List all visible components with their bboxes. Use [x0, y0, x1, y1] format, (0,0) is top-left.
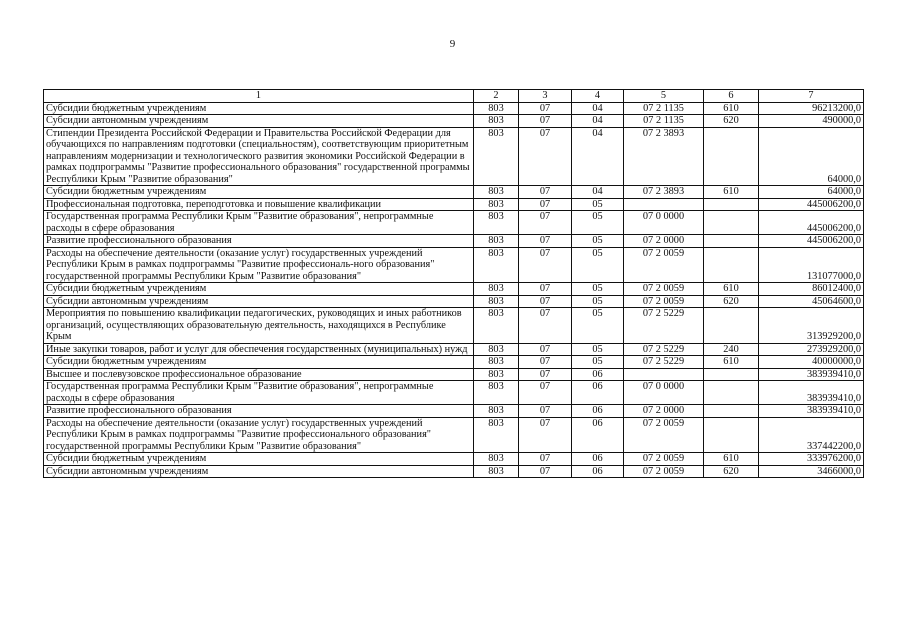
subsection-code-cell: 05 [572, 343, 624, 356]
amount-cell: 445006200,0 [759, 211, 864, 235]
amount-cell: 333976200,0 [759, 453, 864, 466]
table-row [44, 343, 864, 356]
table-row [44, 405, 864, 418]
ministry-code-cell: 803 [474, 127, 519, 186]
row-name-cell: Субсидии автономным учреждениям [44, 295, 474, 308]
subsection-code-cell: 06 [572, 453, 624, 466]
amount-cell: 445006200,0 [759, 198, 864, 211]
target-article-cell: 07 2 5229 [624, 356, 704, 369]
row-name-cell: Субсидии автономным учреждениям [44, 465, 474, 478]
ministry-code-cell: 803 [474, 368, 519, 381]
expense-type-cell: 240 [704, 343, 759, 356]
expense-type-cell [704, 211, 759, 235]
subsection-code-cell: 04 [572, 115, 624, 128]
table-row [44, 127, 864, 186]
subsection-code-cell: 05 [572, 198, 624, 211]
expense-type-cell [704, 198, 759, 211]
table-row [44, 465, 864, 478]
amount-cell: 45064600,0 [759, 295, 864, 308]
expense-type-cell [704, 127, 759, 186]
subsection-code-cell: 06 [572, 368, 624, 381]
column-header: 4 [572, 90, 624, 103]
row-name-cell: Субсидии бюджетным учреждениям [44, 186, 474, 199]
target-article-cell: 07 2 3893 [624, 186, 704, 199]
subsection-code-cell: 04 [572, 127, 624, 186]
section-code-cell: 07 [519, 102, 572, 115]
column-header: 1 [44, 90, 474, 103]
amount-cell: 383939410,0 [759, 405, 864, 418]
amount-cell: 86012400,0 [759, 283, 864, 296]
subsection-code-cell: 05 [572, 283, 624, 296]
target-article-cell: 07 2 0059 [624, 417, 704, 453]
ministry-code-cell: 803 [474, 211, 519, 235]
row-name-cell: Субсидии бюджетным учреждениям [44, 453, 474, 466]
section-code-cell: 07 [519, 186, 572, 199]
subsection-code-cell: 05 [572, 295, 624, 308]
section-code-cell: 07 [519, 308, 572, 344]
table-header-row [44, 90, 864, 103]
section-code-cell: 07 [519, 465, 572, 478]
table-row [44, 198, 864, 211]
expense-type-cell: 620 [704, 295, 759, 308]
column-header: 5 [624, 90, 704, 103]
row-name-cell: Субсидии автономным учреждениям [44, 115, 474, 128]
section-code-cell: 07 [519, 343, 572, 356]
column-header: 2 [474, 90, 519, 103]
target-article-cell [624, 198, 704, 211]
section-code-cell: 07 [519, 295, 572, 308]
section-code-cell: 07 [519, 356, 572, 369]
ministry-code-cell: 803 [474, 308, 519, 344]
table-row [44, 417, 864, 453]
section-code-cell: 07 [519, 417, 572, 453]
amount-cell: 131077000,0 [759, 247, 864, 283]
expense-type-cell: 610 [704, 186, 759, 199]
target-article-cell: 07 0 0000 [624, 211, 704, 235]
target-article-cell: 07 2 0059 [624, 295, 704, 308]
ministry-code-cell: 803 [474, 115, 519, 128]
expense-type-cell: 610 [704, 453, 759, 466]
subsection-code-cell: 06 [572, 465, 624, 478]
table-row [44, 235, 864, 248]
section-code-cell: 07 [519, 211, 572, 235]
expense-type-cell: 610 [704, 356, 759, 369]
section-code-cell: 07 [519, 198, 572, 211]
table-row [44, 115, 864, 128]
target-article-cell: 07 2 1135 [624, 115, 704, 128]
target-article-cell: 07 2 5229 [624, 343, 704, 356]
subsection-code-cell: 05 [572, 308, 624, 344]
amount-cell: 64000,0 [759, 186, 864, 199]
expense-type-cell: 620 [704, 115, 759, 128]
amount-cell: 490000,0 [759, 115, 864, 128]
table-row [44, 102, 864, 115]
ministry-code-cell: 803 [474, 186, 519, 199]
column-header: 7 [759, 90, 864, 103]
section-code-cell: 07 [519, 247, 572, 283]
target-article-cell: 07 2 1135 [624, 102, 704, 115]
row-name-cell: Иные закупки товаров, работ и услуг для обеспечения государственных (муниципальных) нужд [44, 343, 474, 356]
subsection-code-cell: 05 [572, 247, 624, 283]
amount-cell: 3466000,0 [759, 465, 864, 478]
ministry-code-cell: 803 [474, 283, 519, 296]
expense-type-cell [704, 368, 759, 381]
amount-cell: 383939410,0 [759, 368, 864, 381]
subsection-code-cell: 04 [572, 102, 624, 115]
table-row [44, 211, 864, 235]
table-row [44, 453, 864, 466]
subsection-code-cell: 06 [572, 381, 624, 405]
amount-cell: 96213200,0 [759, 102, 864, 115]
subsection-code-cell: 05 [572, 211, 624, 235]
section-code-cell: 07 [519, 405, 572, 418]
ministry-code-cell: 803 [474, 405, 519, 418]
ministry-code-cell: 803 [474, 247, 519, 283]
subsection-code-cell: 04 [572, 186, 624, 199]
amount-cell: 273929200,0 [759, 343, 864, 356]
expense-type-cell [704, 308, 759, 344]
amount-cell: 337442200,0 [759, 417, 864, 453]
expense-type-cell: 610 [704, 102, 759, 115]
row-name-cell: Субсидии бюджетным учреждениям [44, 102, 474, 115]
subsection-code-cell: 05 [572, 356, 624, 369]
row-name-cell: Стипендии Президента Российской Федерации и Правительства Российской Федерации для обучающихся по направлениям подготовки (специальностям), соответствующим приоритетным направлениям модернизации и технологического развития экономики Российской Федерации в рамках подпрограммы "Развитие профессионального образования" государственной программы Республики Крым "Развитие образования" [44, 127, 474, 186]
target-article-cell: 07 2 0000 [624, 405, 704, 418]
section-code-cell: 07 [519, 127, 572, 186]
expense-type-cell: 620 [704, 465, 759, 478]
ministry-code-cell: 803 [474, 453, 519, 466]
target-article-cell [624, 368, 704, 381]
table-row [44, 186, 864, 199]
ministry-code-cell: 803 [474, 235, 519, 248]
row-name-cell: Развитие профессионального образования [44, 405, 474, 418]
table-row [44, 368, 864, 381]
section-code-cell: 07 [519, 368, 572, 381]
column-header: 3 [519, 90, 572, 103]
row-name-cell: Высшее и послевузовское профессиональное образование [44, 368, 474, 381]
row-name-cell: Государственная программа Республики Крым "Развитие образования", непрограммные расходы в сфере образования [44, 381, 474, 405]
table-row [44, 283, 864, 296]
row-name-cell: Субсидии бюджетным учреждениям [44, 283, 474, 296]
subsection-code-cell: 06 [572, 405, 624, 418]
target-article-cell: 07 0 0000 [624, 381, 704, 405]
target-article-cell: 07 2 0059 [624, 283, 704, 296]
expense-type-cell [704, 381, 759, 405]
row-name-cell: Расходы на обеспечение деятельности (оказание услуг) государственных учреждений Республики Крым в рамках подпрограммы "Развитие профессионального образования" государственной программы Республики Крым "Развитие образования" [44, 417, 474, 453]
section-code-cell: 07 [519, 381, 572, 405]
target-article-cell: 07 2 0000 [624, 235, 704, 248]
table-row [44, 356, 864, 369]
row-name-cell: Субсидии бюджетным учреждениям [44, 356, 474, 369]
amount-cell: 313929200,0 [759, 308, 864, 344]
expense-type-cell: 610 [704, 283, 759, 296]
column-header: 6 [704, 90, 759, 103]
table-row [44, 308, 864, 344]
subsection-code-cell: 05 [572, 235, 624, 248]
section-code-cell: 07 [519, 235, 572, 248]
ministry-code-cell: 803 [474, 343, 519, 356]
budget-table [43, 89, 864, 478]
ministry-code-cell: 803 [474, 198, 519, 211]
expense-type-cell [704, 235, 759, 248]
page-number: 9 [449, 38, 456, 50]
row-name-cell: Развитие профессионального образования [44, 235, 474, 248]
section-code-cell: 07 [519, 115, 572, 128]
table-row [44, 381, 864, 405]
amount-cell: 40000000,0 [759, 356, 864, 369]
table-row [44, 295, 864, 308]
target-article-cell: 07 2 0059 [624, 247, 704, 283]
amount-cell: 445006200,0 [759, 235, 864, 248]
expense-type-cell [704, 247, 759, 283]
ministry-code-cell: 803 [474, 356, 519, 369]
target-article-cell: 07 2 5229 [624, 308, 704, 344]
target-article-cell: 07 2 0059 [624, 453, 704, 466]
ministry-code-cell: 803 [474, 465, 519, 478]
ministry-code-cell: 803 [474, 102, 519, 115]
section-code-cell: 07 [519, 283, 572, 296]
target-article-cell: 07 2 0059 [624, 465, 704, 478]
amount-cell: 64000,0 [759, 127, 864, 186]
row-name-cell: Мероприятия по повышению квалификации педагогических, руководящих и иных работников организаций, осуществляющих образовательную деятельность, находящихся в Республике Крым [44, 308, 474, 344]
row-name-cell: Профессиональная подготовка, переподготовка и повышение квалификации [44, 198, 474, 211]
expense-type-cell [704, 405, 759, 418]
ministry-code-cell: 803 [474, 417, 519, 453]
subsection-code-cell: 06 [572, 417, 624, 453]
amount-cell: 383939410,0 [759, 381, 864, 405]
target-article-cell: 07 2 3893 [624, 127, 704, 186]
table-row [44, 247, 864, 283]
ministry-code-cell: 803 [474, 295, 519, 308]
expense-type-cell [704, 417, 759, 453]
row-name-cell: Расходы на обеспечение деятельности (оказание услуг) государственных учреждений Республики Крым в рамках подпрограммы "Развитие профессиональ-ного образования" государственной программы Республики Крым "Развитие образования" [44, 247, 474, 283]
ministry-code-cell: 803 [474, 381, 519, 405]
row-name-cell: Государственная программа Республики Крым "Развитие образования", непрограммные расходы в сфере образования [44, 211, 474, 235]
section-code-cell: 07 [519, 453, 572, 466]
